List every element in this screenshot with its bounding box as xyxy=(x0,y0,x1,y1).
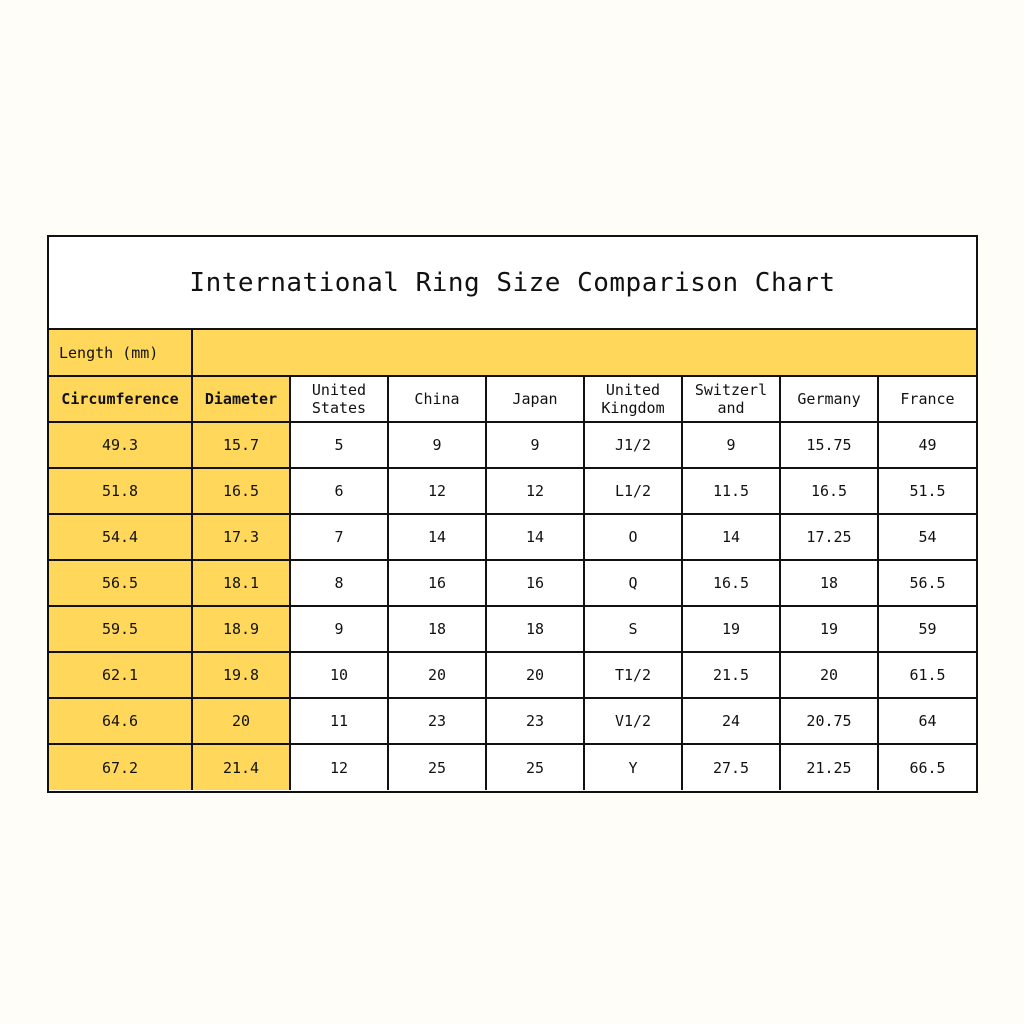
table-cell: 18.9 xyxy=(192,606,290,652)
table-cell: 51.8 xyxy=(49,468,192,514)
table-row xyxy=(49,560,976,606)
table-cell: 15.75 xyxy=(780,422,878,468)
table-cell: 7 xyxy=(290,514,388,560)
table-cell: 17.3 xyxy=(192,514,290,560)
table-cell: 56.5 xyxy=(878,560,976,606)
table-cell: 18 xyxy=(388,606,486,652)
table-cell: 12 xyxy=(486,468,584,514)
table-cell: L1/2 xyxy=(584,468,682,514)
table-cell: 21.5 xyxy=(682,652,780,698)
length-row xyxy=(49,330,976,376)
table-cell: 61.5 xyxy=(878,652,976,698)
table-cell: 16.5 xyxy=(780,468,878,514)
table-cell: O xyxy=(584,514,682,560)
table-cell: Q xyxy=(584,560,682,606)
table-row xyxy=(49,422,976,468)
table-cell: 23 xyxy=(388,698,486,744)
header-cell: United States xyxy=(290,376,388,422)
table-cell: 15.7 xyxy=(192,422,290,468)
table-cell: 6 xyxy=(290,468,388,514)
table-cell: 59 xyxy=(878,606,976,652)
table-cell: 25 xyxy=(388,744,486,790)
table-cell: S xyxy=(584,606,682,652)
table-cell: 49 xyxy=(878,422,976,468)
size-table xyxy=(49,330,976,790)
header-cell: France xyxy=(878,376,976,422)
table-cell: 20.75 xyxy=(780,698,878,744)
ring-size-chart xyxy=(47,235,978,793)
table-cell: 24 xyxy=(682,698,780,744)
table-cell: 11.5 xyxy=(682,468,780,514)
table-cell: 27.5 xyxy=(682,744,780,790)
table-cell: 25 xyxy=(486,744,584,790)
table-cell: 11 xyxy=(290,698,388,744)
table-cell: 9 xyxy=(486,422,584,468)
table-cell: 64 xyxy=(878,698,976,744)
length-span-cell xyxy=(192,330,976,376)
table-cell: 5 xyxy=(290,422,388,468)
header-cell: United Kingdom xyxy=(584,376,682,422)
table-cell: 16 xyxy=(486,560,584,606)
table-cell: J1/2 xyxy=(584,422,682,468)
header-cell: Diameter xyxy=(192,376,290,422)
header-row xyxy=(49,376,976,422)
table-cell: 21.4 xyxy=(192,744,290,790)
table-cell: 14 xyxy=(486,514,584,560)
header-cell: Switzerl and xyxy=(682,376,780,422)
table-cell: Y xyxy=(584,744,682,790)
table-cell: 9 xyxy=(682,422,780,468)
table-cell: 19.8 xyxy=(192,652,290,698)
table-cell: 20 xyxy=(486,652,584,698)
table-cell: 56.5 xyxy=(49,560,192,606)
table-cell: 21.25 xyxy=(780,744,878,790)
table-row xyxy=(49,744,976,790)
table-cell: 16 xyxy=(388,560,486,606)
header-cell: Germany xyxy=(780,376,878,422)
table-cell: 20 xyxy=(192,698,290,744)
table-cell: 20 xyxy=(780,652,878,698)
length-label-cell: Length (mm) xyxy=(49,330,192,376)
table-cell: 14 xyxy=(682,514,780,560)
table-cell: 9 xyxy=(290,606,388,652)
table-cell: 66.5 xyxy=(878,744,976,790)
table-cell: 62.1 xyxy=(49,652,192,698)
table-row xyxy=(49,652,976,698)
table-cell: 19 xyxy=(682,606,780,652)
table-cell: 54.4 xyxy=(49,514,192,560)
chart-title: International Ring Size Comparison Chart xyxy=(49,237,976,330)
table-cell: 19 xyxy=(780,606,878,652)
table-cell: T1/2 xyxy=(584,652,682,698)
header-cell: China xyxy=(388,376,486,422)
table-cell: 20 xyxy=(388,652,486,698)
table-cell: 18.1 xyxy=(192,560,290,606)
table-row xyxy=(49,468,976,514)
table-cell: 16.5 xyxy=(682,560,780,606)
header-cell: Circumference xyxy=(49,376,192,422)
table-row xyxy=(49,698,976,744)
header-cell: Japan xyxy=(486,376,584,422)
table-cell: 8 xyxy=(290,560,388,606)
table-cell: 59.5 xyxy=(49,606,192,652)
table-cell: V1/2 xyxy=(584,698,682,744)
table-row xyxy=(49,606,976,652)
table-cell: 12 xyxy=(290,744,388,790)
table-cell: 17.25 xyxy=(780,514,878,560)
table-cell: 12 xyxy=(388,468,486,514)
table-cell: 23 xyxy=(486,698,584,744)
table-cell: 49.3 xyxy=(49,422,192,468)
table-cell: 18 xyxy=(780,560,878,606)
table-cell: 64.6 xyxy=(49,698,192,744)
table-row xyxy=(49,514,976,560)
table-cell: 14 xyxy=(388,514,486,560)
table-cell: 51.5 xyxy=(878,468,976,514)
table-cell: 67.2 xyxy=(49,744,192,790)
table-cell: 9 xyxy=(388,422,486,468)
table-cell: 10 xyxy=(290,652,388,698)
table-cell: 18 xyxy=(486,606,584,652)
table-cell: 54 xyxy=(878,514,976,560)
table-cell: 16.5 xyxy=(192,468,290,514)
